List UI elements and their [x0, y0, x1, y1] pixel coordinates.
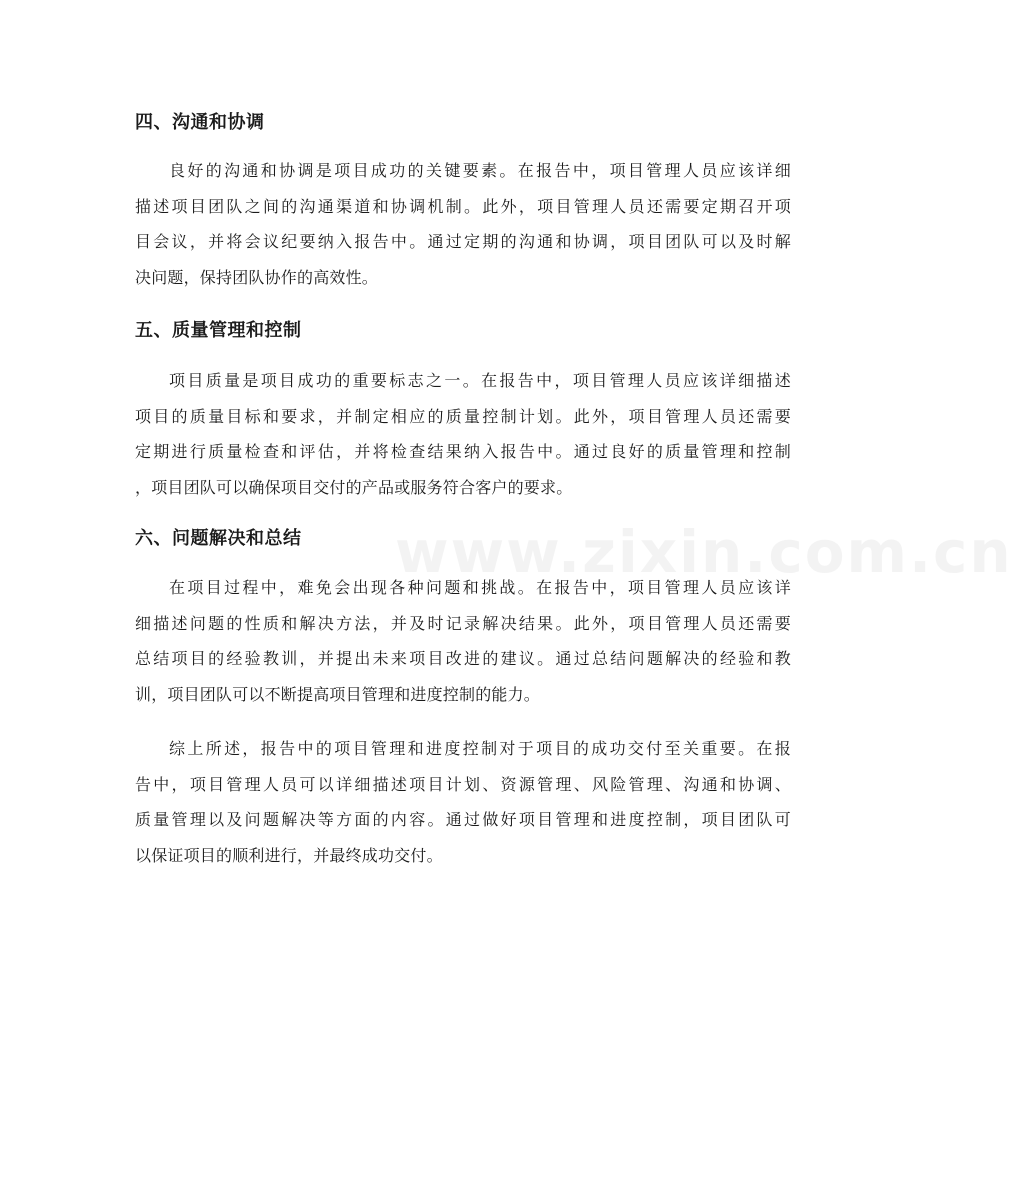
paragraph-line: 总结项目的经验教训，并提出未来项目改进的建议。通过总结问题解决的经验和教 — [135, 649, 791, 668]
paragraph-line: 目会议，并将会议纪要纳入报告中。通过定期的沟通和协调，项目团队可以及时解 — [135, 232, 791, 251]
paragraph-line: 综上所述，报告中的项目管理和进度控制对于项目的成功交付至关重要。在报 — [169, 739, 791, 758]
paragraph-line: 以保证项目的顺利进行，并最终成功交付。 — [135, 845, 443, 865]
paragraph-line: ，项目团队可以确保项目交付的产品或服务符合客户的要求。 — [135, 477, 573, 497]
paragraph-line: 细描述问题的性质和解决方法，并及时记录解决结果。此外，项目管理人员还需要 — [135, 613, 791, 633]
section-paragraph-problem-solving — [135, 570, 791, 712]
paragraph-line: 项目质量是项目成功的重要标志之一。在报告中，项目管理人员应该详细描述 — [169, 371, 791, 390]
section-paragraph-communication — [135, 153, 791, 295]
paragraph-line: 良好的沟通和协调是项目成功的关键要素。在报告中，项目管理人员应该详细 — [169, 161, 791, 180]
paragraph-line: 告中，项目管理人员可以详细描述项目计划、资源管理、风险管理、沟通和协调、 — [135, 774, 791, 794]
paragraph-line: 定期进行质量检查和评估，并将检查结果纳入报告中。通过良好的质量管理和控制 — [135, 442, 791, 461]
section-paragraph-quality — [135, 363, 791, 505]
section-heading-communication: 四、沟通和协调 — [135, 112, 265, 133]
section-heading-quality: 五、质量管理和控制 — [135, 320, 302, 341]
paragraph-line: 在项目过程中，难免会出现各种问题和挑战。在报告中，项目管理人员应该详 — [169, 578, 791, 597]
paragraph-line: 描述项目团队之间的沟通渠道和协调机制。此外，项目管理人员还需要定期召开项 — [135, 196, 791, 216]
paragraph-line: 项目的质量目标和要求，并制定相应的质量控制计划。此外，项目管理人员还需要 — [135, 406, 791, 426]
paragraph-line: 训，项目团队可以不断提高项目管理和进度控制的能力。 — [135, 684, 541, 704]
paragraph-line: 决问题，保持团队协作的高效性。 — [135, 267, 379, 287]
conclusion-paragraph — [135, 731, 791, 873]
paragraph-line: 质量管理以及问题解决等方面的内容。通过做好项目管理和进度控制，项目团队可 — [135, 810, 791, 829]
section-heading-problem-solving: 六、问题解决和总结 — [135, 528, 302, 549]
watermark: www.zixin.com.cn — [395, 518, 1013, 586]
